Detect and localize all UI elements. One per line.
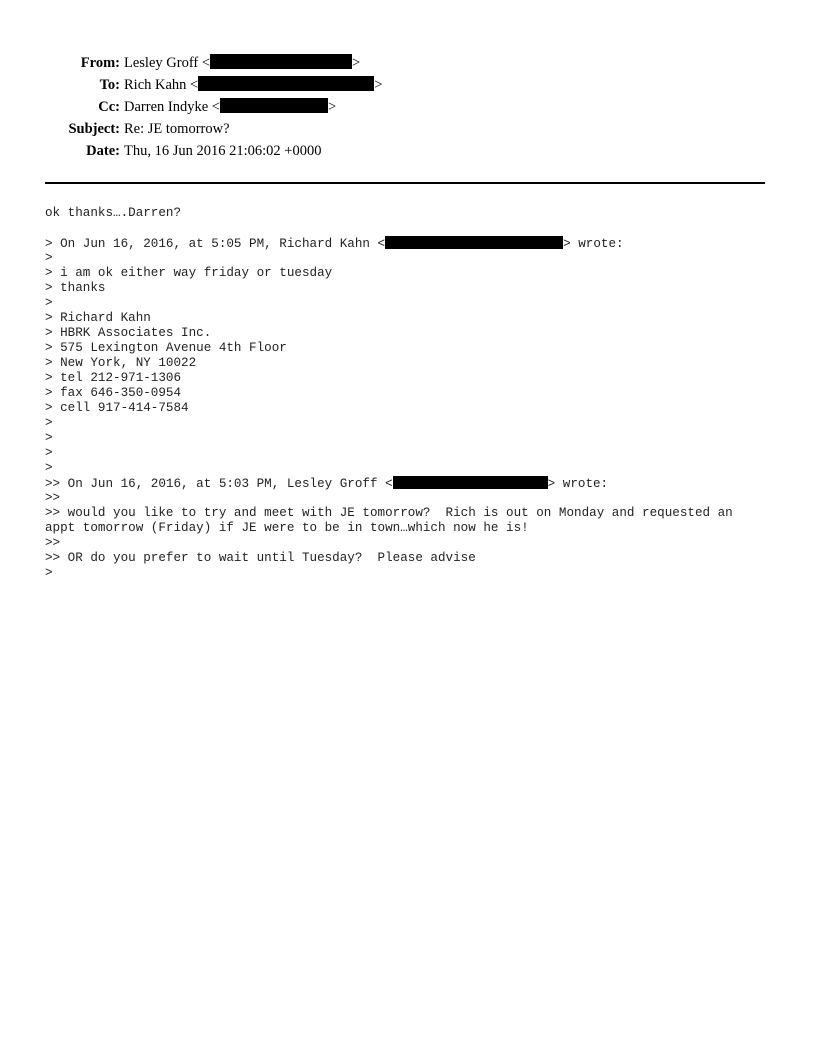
redacted-email-block (198, 76, 374, 91)
quote-line: > (45, 431, 53, 445)
signature-line: > cell 917-414-7584 (45, 401, 189, 415)
redacted-email-block (385, 236, 563, 249)
from-row (0, 52, 816, 74)
nested-quote-line: >> (45, 491, 61, 505)
subject-value: Re: JE tomorrow? (124, 121, 230, 137)
from-close: > (352, 55, 361, 71)
nested-quote-header-line (45, 476, 770, 491)
nested-quote-line: >> would you like to try and meet with JE tomorrow? Rich is out on Monday and requested an (45, 506, 733, 520)
cc-label: Cc: (98, 99, 120, 115)
date-value: Thu, 16 Jun 2016 21:06:02 +0000 (124, 143, 322, 159)
redacted-email-block (393, 476, 548, 489)
blank-line (45, 221, 770, 236)
redacted-email-block (220, 98, 328, 113)
signature-line: > fax 646-350-0954 (45, 386, 182, 400)
quote-line: > (45, 416, 53, 430)
subject-row (0, 118, 816, 140)
header-divider (45, 182, 765, 184)
from-label: From: (80, 55, 120, 71)
quote-line: > (45, 251, 53, 265)
to-value (124, 74, 382, 96)
quote-header-line (45, 236, 770, 251)
signature-line: > New York, NY 10022 (45, 356, 197, 370)
signature-line: > HBRK Associates Inc. (45, 326, 212, 340)
quote-line: > (45, 446, 53, 460)
cc-name: Darren Indyke < (124, 99, 220, 115)
cc-row (0, 96, 816, 118)
nested-quote-header-end: > wrote: (547, 477, 609, 491)
email-header (0, 52, 816, 162)
quote-header-text: > On Jun 16, 2016, at 5:05 PM, Richard Kahn < (45, 237, 386, 251)
nested-quote-header-text: >> On Jun 16, 2016, at 5:03 PM, Lesley Groff < (45, 477, 393, 491)
subject-label: Subject: (68, 121, 120, 137)
email-body (45, 206, 770, 581)
quote-header-end: > wrote: (563, 237, 624, 251)
quote-line: > (45, 461, 53, 475)
signature-line: > tel 212-971-1306 (45, 371, 182, 385)
nested-quote-line: appt tomorrow (Friday) if JE were to be in town…which now he is! (45, 521, 529, 535)
to-label: To: (99, 77, 120, 93)
quote-line: > thanks (45, 281, 106, 295)
date-row (0, 140, 816, 162)
cc-value (124, 96, 336, 118)
cc-close: > (327, 99, 337, 115)
reply-line: ok thanks….Darren? (45, 206, 182, 220)
nested-quote-line: >> (45, 536, 61, 550)
quote-line: > (45, 566, 53, 580)
redacted-email-block (210, 54, 352, 69)
from-value (124, 52, 360, 74)
to-row (0, 74, 816, 96)
quote-line: > (45, 296, 53, 310)
from-name: Lesley Groff < (124, 55, 211, 71)
signature-line: > 575 Lexington Avenue 4th Floor (45, 341, 287, 355)
date-label: Date: (86, 143, 120, 159)
signature-line: > Richard Kahn (45, 311, 151, 325)
quote-line: > i am ok either way friday or tuesday (45, 266, 333, 280)
nested-quote-line: >> OR do you prefer to wait until Tuesday? Please advise (45, 551, 476, 565)
to-close: > (374, 77, 383, 93)
to-name: Rich Kahn < (124, 77, 199, 93)
